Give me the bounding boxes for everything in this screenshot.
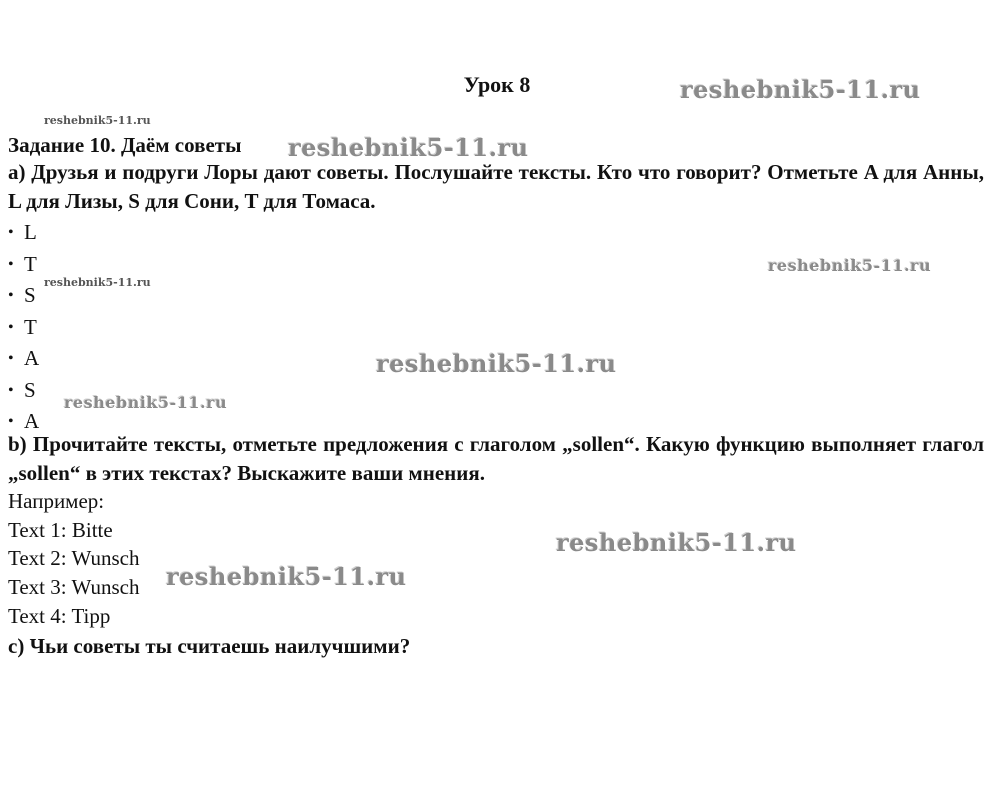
example-line: Text 3: Wunsch (8, 575, 140, 600)
watermark: reshebnik5-11.ru (44, 276, 151, 289)
answer-value: T (24, 314, 37, 339)
watermark: reshebnik5-11.ru (64, 393, 228, 412)
part-b-instruction: b) Прочитайте тексты, отметьте предложения с глаголом „sollen“. Какую функцию выполняет глагол „sollen“ в этих текстах? Выскажите ваши мнения. (8, 432, 984, 485)
answer-item (8, 249, 39, 281)
part-c-question: c) Чьи советы ты считаешь наилучшими? (8, 634, 411, 658)
example-block (8, 487, 139, 631)
bullet-icon: • (8, 318, 14, 336)
example-line: Text 1: Bitte (8, 517, 113, 542)
bullet-icon: • (8, 381, 14, 399)
bullet-icon: • (8, 350, 14, 367)
answer-value: S (24, 283, 36, 307)
answer-list (8, 217, 39, 438)
bullet-icon: • (8, 255, 14, 273)
bullet-icon: • (8, 287, 14, 304)
answer-item (8, 312, 39, 344)
lesson-title: Урок 8 (463, 72, 531, 97)
answer-item (8, 280, 39, 312)
example-line: Text 2: Wunsch (8, 546, 140, 571)
answer-value: S (24, 377, 36, 402)
watermark: reshebnik5-11.ru (556, 528, 797, 557)
watermark: reshebnik5-11.ru (680, 75, 921, 104)
watermark: reshebnik5-11.ru (376, 349, 617, 378)
bullet-icon: • (8, 413, 14, 430)
watermark: reshebnik5-11.ru (768, 256, 932, 275)
answer-item (8, 343, 39, 375)
example-label: Например: (8, 489, 105, 513)
watermark: reshebnik5-11.ru (288, 133, 529, 162)
watermark: reshebnik5-11.ru (166, 562, 407, 591)
answer-value: A (24, 346, 40, 370)
example-line: Text 4: Tipp (8, 603, 111, 628)
answer-item (8, 375, 39, 407)
task-heading: Задание 10. Даём советы (8, 133, 242, 157)
answer-value: L (24, 220, 37, 244)
part-a-instruction: a) Друзья и подруги Лоры дают советы. Послушайте тексты. Кто что говорит? Отметьте A для Анны, L для Лизы, S для Сони, T для Томаса. (8, 160, 984, 213)
answer-item (8, 217, 39, 249)
answer-value: A (24, 409, 40, 433)
answer-value: T (24, 251, 37, 276)
watermark: reshebnik5-11.ru (44, 114, 151, 127)
bullet-icon: • (8, 224, 14, 241)
